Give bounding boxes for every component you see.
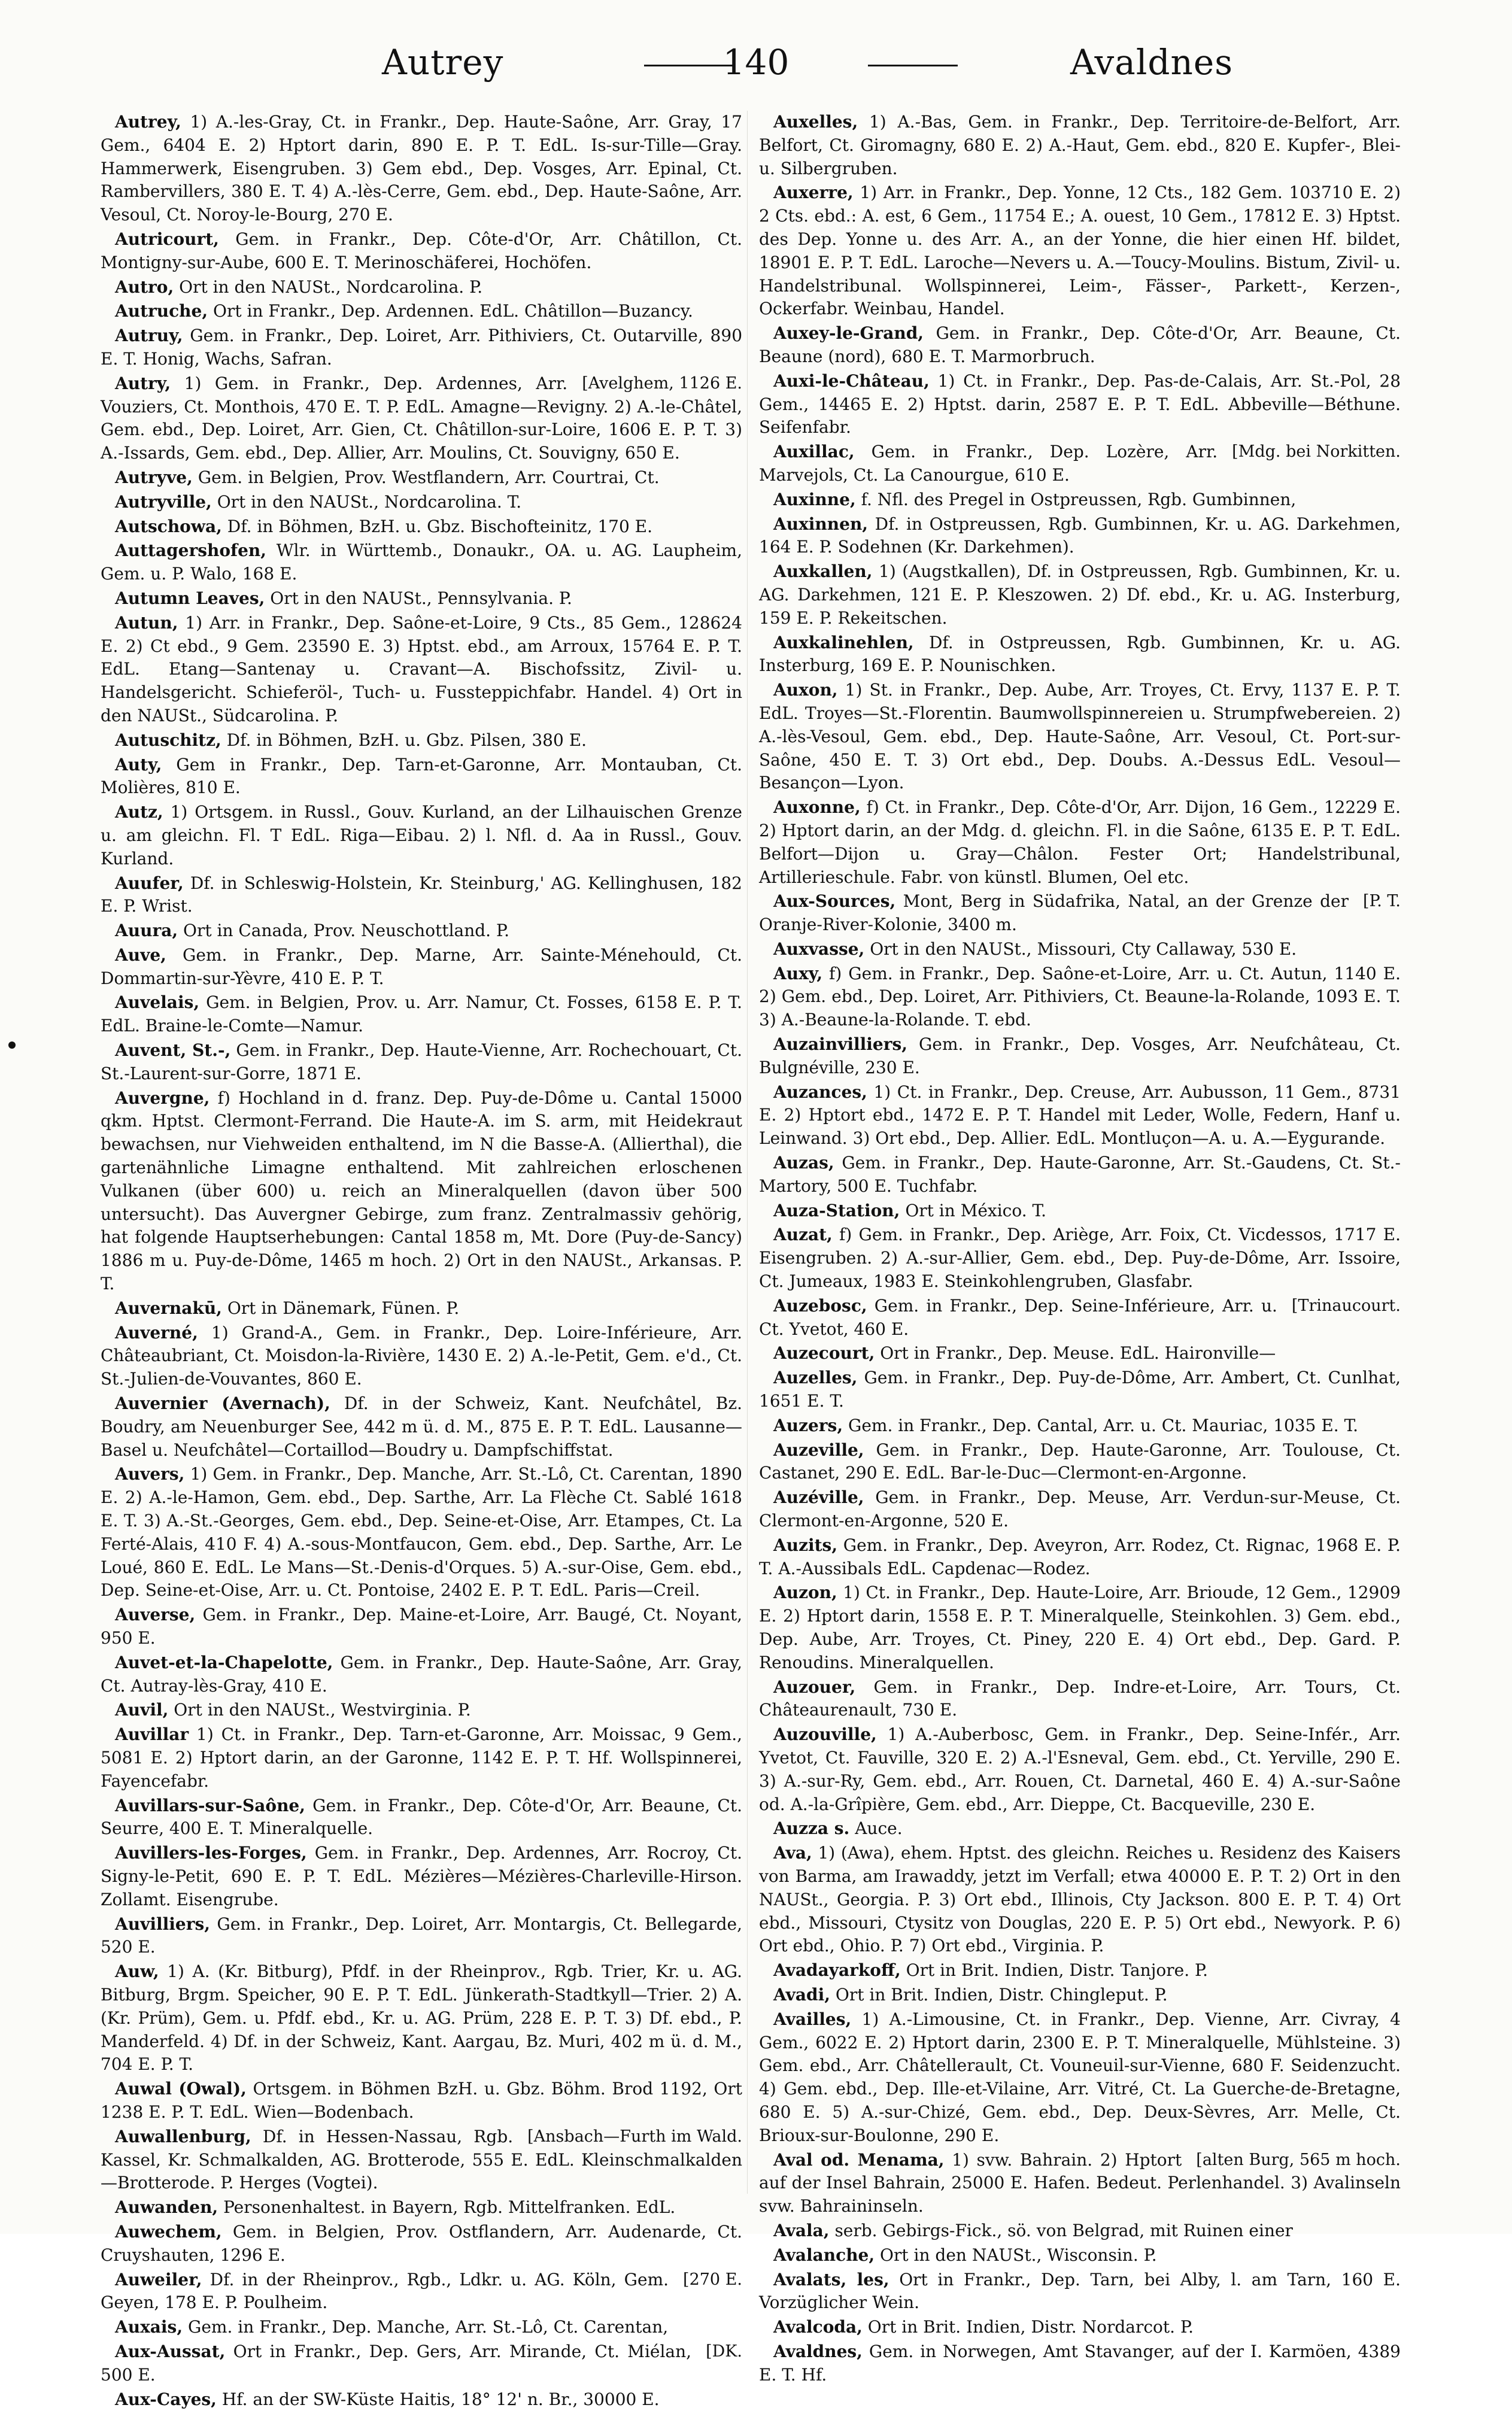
entry-headword: Auxkalinehlen, xyxy=(773,633,914,652)
entry-headword: Auura, xyxy=(115,921,178,940)
dictionary-entry xyxy=(759,1984,1401,2007)
dictionary-entry xyxy=(101,2221,742,2267)
dictionary-entry xyxy=(759,2269,1401,2315)
dictionary-entry xyxy=(759,1223,1401,1293)
left-column xyxy=(101,111,742,2212)
entry-headword: Auxvasse, xyxy=(773,939,864,959)
dictionary-entry xyxy=(101,324,742,371)
dictionary-entry xyxy=(101,1604,742,1650)
dictionary-entry xyxy=(759,1581,1401,1674)
dictionary-entry xyxy=(101,1960,742,2076)
entry-text: Gem. in Frankr., Dep. Haute-Garonne, Arr. St.-Gaudens, Ct. St.-Martory, 500 E. Tuchfabr. xyxy=(759,1153,1401,1196)
dictionary-entry xyxy=(101,1039,742,1086)
dictionary-entry xyxy=(759,488,1401,512)
running-head-right: Avaldnes xyxy=(1070,42,1233,83)
dictionary-entry xyxy=(759,2149,1401,2218)
dictionary-entry xyxy=(101,228,742,275)
dictionary-entry xyxy=(759,1414,1401,1438)
dictionary-entry xyxy=(101,801,742,870)
entry-text: Gem. in Frankr., Dep. Haute-Garonne, Arr. Toulouse, Ct. Castanet, 290 E. EdL. Bar-le-Duc—Clermont-en-Argonne. xyxy=(759,1440,1401,1483)
entry-text: 1) A.-Auberbosc, Gem. in Frankr., Dep. Seine-Infér., Arr. Yvetot, Ct. Fauville, 320 E. 2) A.-l'Esneval, Gem. ebd., Ct. Yerville, 290 E. 3) A.-sur-Ry, Gem. ebd., Arr. Rouen, Ct. Darnetal, 460 E. 4) A.-sur-Saône od. A.-la-Grîpière, Gem. ebd., Arr. Dieppe, Ct. Bacqueville, 230 E. xyxy=(759,1724,1401,1814)
dictionary-entry xyxy=(101,754,742,800)
entry-text: 1) Arr. in Frankr., Dep. Saône-et-Loire, 9 Cts., 85 Gem., 128624 E. 2) Ct ebd., 9 Gem. 23590 E. 3) Hptst. ebd., am Arroux, 15764 E. P. T. EdL. Etang—Santenay u. Cravant—A. Bischofssitz, Zivil- u. Handelsgericht. Schieferöl-, Tuch- u. Fussteppichfabr. Handel. 4) Ort in den NAUSt., Südcarolina. P. xyxy=(101,613,742,725)
entry-headword: Autruche, xyxy=(115,301,208,321)
right-column xyxy=(759,111,1401,2212)
entry-headword: Auvillars-sur-Saône, xyxy=(115,1796,305,1815)
entry-text: Gem. in Frankr., Dep. Loiret, Arr. Montargis, Ct. Bellegarde, 520 E. xyxy=(101,1914,742,1957)
dictionary-entry xyxy=(759,1959,1401,1982)
entry-headword: Auzéville, xyxy=(773,1487,864,1507)
dictionary-entry xyxy=(759,2244,1401,2267)
entry-text: 1) Ortsgem. in Russl., Gouv. Kurland, an der Lilhauischen Grenze u. am gleichn. Fl. T EdL. Riga—Eibau. 2) l. Nfl. d. Aa in Russl., Gouv. Kurland. xyxy=(101,802,742,869)
dictionary-entry xyxy=(759,1676,1401,1723)
entry-headword: Auvergne, xyxy=(115,1088,210,1108)
dictionary-entry xyxy=(101,539,742,586)
dictionary-entry xyxy=(101,2388,742,2411)
entry-headword: Auvernakū, xyxy=(115,1298,222,1318)
entry-headword: Auwallenburg, xyxy=(115,2127,251,2146)
entry-text: Ort in den NAUSt., Nordcarolina. P. xyxy=(179,277,482,297)
entry-headword: Autrey, xyxy=(115,112,181,132)
entry-text: Ort in Frankr., Dep. Meuse. EdL. Haironville— xyxy=(880,1343,1276,1363)
entry-headword: Avadi, xyxy=(773,1985,830,2005)
dictionary-entry xyxy=(759,1295,1401,1341)
entry-text: 1) Gem. in Frankr., Dep. Manche, Arr. St.-Lô, Ct. Carentan, 1890 E. 2) A.-le-Hamon, Gem. ebd., Dep. Sarthe, Arr. La Flèche Ct. Sablé 1618 E. T. 3) A.-St.-Georges, Gem. ebd., Dep. Seine-et-Oise, Arr. Etampes, Ct. La Ferté-Alais, 410 F. 4) A.-sous-Montfaucon, Gem. ebd., Dep. Sarthe, Arr. Le Loué, 860 E. EdL. Le Mans—St.-Denis-d'Orques. 5) A.-sur-Oise, Gem. ebd., Dep. Seine-et-Oise, Arr. u. Ct. Pontoise, 2402 E. P. T. EdL. Paris—Creil. xyxy=(101,1464,742,1600)
dictionary-entry xyxy=(101,372,742,465)
entry-text: 1) Grand-A., Gem. in Frankr., Dep. Loire-Inférieure, Arr. Châteaubriant, Ct. Moisdon-la-Rivière, 1430 E. 2) A.-le-Petit, Gem. e'd., Ct. St.-Julien-de-Vouvantes, 860 E. xyxy=(101,1323,742,1389)
dictionary-entry xyxy=(101,276,742,299)
entry-headword: Auvilliers, xyxy=(115,1914,210,1934)
entry-text: Ort in Brit. Indien, Distr. Tanjore. P. xyxy=(906,1960,1208,1980)
dictionary-entry xyxy=(101,1322,742,1391)
dictionary-entry xyxy=(759,1817,1401,1841)
entry-text: 1) A.-les-Gray, Ct. in Frankr., Dep. Haute-Saône, Arr. Gray, 17 Gem., 6404 E. 2) Hptort darin, 890 E. P. T. EdL. Is-sur-Tille—Gray. Hammerwerk, Eisengruben. 3) Gem ebd., Dep. Vosges, Arr. Epinal, Ct. Rambervillers, 380 E. T. 4) A.-lès-Cerre, Gem. ebd., Dep. Haute-Saône, Arr. Vesoul, Ct. Noroy-le-Bourg, 270 E. xyxy=(101,112,742,224)
entry-text: Df. in Ostpreussen, Rgb. Gumbinnen, Kr. u. AG. Insterburg, 169 E. P. Nounischken. xyxy=(759,633,1401,676)
dictionary-entry xyxy=(101,729,742,752)
entry-text: Gem. in Frankr., Dep. Vosges, Arr. Neufchâteau, Ct. Bulgnéville, 230 E. xyxy=(759,1034,1401,1077)
entry-headword: Auzon, xyxy=(773,1583,837,1602)
entry-text: Ort in den NAUSt., Missouri, Cty Callaway, 530 E. xyxy=(870,939,1297,959)
entry-headword: Auvillers-les-Forges, xyxy=(115,1843,307,1863)
entry-headword: Auvent, St.-, xyxy=(115,1040,230,1060)
dictionary-entry xyxy=(101,1699,742,1722)
entry-headword: Autschowa, xyxy=(115,517,222,536)
entry-headword: Auzecourt, xyxy=(773,1343,875,1363)
entry-text: Ort in Brit. Indien, Distr. Chingleput. P. xyxy=(836,1985,1168,2005)
dictionary-entry xyxy=(759,1081,1401,1150)
entry-text: 1) svw. Bahrain. 2) Hptort auf der Insel Bahrain, 25000 E. Hafen. Bedeut. Perlenhandel. 3) Avalinseln svw. Bahraininseln. xyxy=(759,2150,1401,2216)
entry-headword: Auxy, xyxy=(773,964,822,983)
dictionary-entry xyxy=(759,2008,1401,2148)
dictionary-entry xyxy=(101,2125,742,2195)
entry-headword: Auzelles, xyxy=(773,1368,857,1387)
entry-text: 1) A.-Limousine, Ct. in Frankr., Dep. Vienne, Arr. Civray, 4 Gem., 6022 E. 2) Hptort darin, 2300 E. P. T. Mineralquelle, Mühlsteine. 3) Gem. ebd., Arr. Châtellerault, Ct. Vouneuil-sur-Vienne, 680 F. Seidenzucht. 4) Gem. ebd., Dep. Ille-et-Vilaine, Arr. Vitré, Ct. La Guerche-de-Bretagne, 680 E. 5) A.-sur-Chizé, Gem. ebd., Dep. Deux-Sèvres, Arr. Melle, Ct. Brioux-sur-Boulonne, 290 E. xyxy=(759,2009,1401,2145)
entry-text: Ort in Brit. Indien, Distr. Nordarcot. P. xyxy=(868,2317,1194,2337)
entry-text: Gem. in Frankr., Dep. Côte-d'Or, Arr. Beaune, Ct. Beaune (nord), 680 E. T. Marmorbruch. xyxy=(759,323,1401,366)
dictionary-entry xyxy=(759,1723,1401,1816)
entry-headword: Aux-Aussat, xyxy=(115,2342,225,2361)
entry-headword: Auzits, xyxy=(773,1535,837,1555)
entry-headword: Auzouer, xyxy=(773,1677,855,1697)
dictionary-entry xyxy=(101,1651,742,1698)
entry-headword: Aux-Sources, xyxy=(773,891,895,911)
entry-text: Ort in Frankr., Dep. Tarn, bei Alby, l. am Tarn, 160 E. Vorzüglicher Wein. xyxy=(759,2270,1401,2313)
entry-text: Ort in Frankr., Dep. Gers, Arr. Mirande, Ct. Miélan, 500 E. xyxy=(101,2342,691,2385)
entry-text: 1) A. (Kr. Bitburg), Pfdf. in der Rheinprov., Rgb. Trier, Kr. u. AG. Bitburg, Brgm. Speicher, 90 E. P. T. EdL. Jünkerath-Stadtkyll—Trier. 2) A. (Kr. Prüm), Gem. u. Pfdf. ebd., Kr. u. AG. Prüm, 228 E. P. T. 3) Df. ebd., P. Manderfeld. 4) Df. in der Schweiz, Kant. Aargau, Bz. Muri, 402 m ü. d. M., 704 E. P. T. xyxy=(101,1961,742,2074)
entry-headword: Auty, xyxy=(115,755,162,775)
entry-headword: Auzas, xyxy=(773,1153,834,1173)
entry-text: 1) Ct. in Frankr., Dep. Haute-Loire, Arr. Brioude, 12 Gem., 12909 E. 2) Hptort darin, 1558 E. P. T. Mineralquelle, Steinkohlen. 3) Gem. ebd., Dep. Aube, Arr. Troyes, Ct. Piney, 220 E. 4) Ort ebd., Dep. Gard. P. Renoudins. Mineralquellen. xyxy=(759,1583,1401,1672)
dictionary-entry xyxy=(101,2078,742,2124)
dictionary-entry xyxy=(759,441,1401,487)
entry-headword: Auxelles, xyxy=(773,112,858,132)
entry-text: Df. in Schleswig-Holstein, Kr. Steinburg,' AG. Kellinghusen, 182 E. P. Wrist. xyxy=(101,873,742,916)
entry-text: Gem. in Frankr., Dep. Puy-de-Dôme, Arr. Ambert, Ct. Cunlhat, 1651 E. T. xyxy=(759,1368,1401,1411)
entry-text: Df. in Böhmen, BzH. u. Gbz. Pilsen, 380 E. xyxy=(227,730,587,750)
dictionary-entry xyxy=(759,2219,1401,2243)
dictionary-entry xyxy=(759,111,1401,180)
entry-text: Df. in Böhmen, BzH. u. Gbz. Bischofteinitz, 170 E. xyxy=(227,517,652,536)
entry-cross-reference: [Avelghem, 1126 E. xyxy=(567,372,742,396)
dictionary-entry xyxy=(759,1342,1401,1365)
margin-dot xyxy=(8,1041,16,1049)
dictionary-entry xyxy=(759,1367,1401,1413)
page-number: 140 xyxy=(101,42,1411,83)
entry-cross-reference: [270 E. xyxy=(669,2269,742,2292)
entry-headword: Auzebosc, xyxy=(773,1296,867,1316)
entry-headword: Autun, xyxy=(115,613,178,633)
dictionary-entry xyxy=(101,919,742,943)
entry-text: Gem. in Belgien, Prov. Ostflandern, Arr. Audenarde, Ct. Cruyshauten, 1296 E. xyxy=(101,2222,742,2265)
entry-headword: Autruy, xyxy=(115,326,183,345)
entry-headword: Auverse, xyxy=(115,1605,195,1624)
entry-text: Gem. in Frankr., Dep. Haute-Vienne, Arr. Rochechouart, Ct. St.-Laurent-sur-Gorre, 1871 E. xyxy=(101,1040,742,1083)
dictionary-entry xyxy=(101,1392,742,1462)
entry-headword: Auvernier (Avernach), xyxy=(115,1393,330,1413)
entry-text: Gem. in Frankr., Dep. Loiret, Arr. Pithiviers, Ct. Outarville, 890 E. T. Honig, Wachs, Safran. xyxy=(101,326,742,369)
dictionary-entry xyxy=(101,2196,742,2219)
entry-text: Gem. in Frankr., Dep. Lozère, Arr. Marvejols, Ct. La Canourgue, 610 E. xyxy=(759,442,1218,485)
dictionary-entry xyxy=(759,1200,1401,1223)
dictionary-entry xyxy=(759,1486,1401,1533)
entry-text: Auce. xyxy=(855,1818,902,1838)
entry-text: Personenhaltest. in Bayern, Rgb. Mittelfranken. EdL. xyxy=(223,2197,675,2217)
dictionary-entry xyxy=(101,1913,742,1960)
entry-headword: Auzers, xyxy=(773,1416,843,1435)
entry-headword: Auvet-et-la-Chapelotte, xyxy=(115,1653,333,1672)
entry-text: Ort in den NAUSt., Wisconsin. P. xyxy=(880,2245,1157,2265)
entry-text: Gem. in Frankr., Dep. Meuse, Arr. Verdun-sur-Meuse, Ct. Clermont-en-Argonne, 520 E. xyxy=(759,1487,1401,1531)
entry-headword: Autry, xyxy=(115,374,171,393)
entry-headword: Auzza s. xyxy=(773,1818,849,1838)
entry-headword: Auzat, xyxy=(773,1225,833,1244)
entry-headword: Avalanche, xyxy=(773,2245,875,2265)
entry-text: Ort in den NAUSt., Westvirginia. P. xyxy=(174,1700,471,1720)
entry-headword: Aux-Cayes, xyxy=(115,2389,217,2409)
entry-text: Wlr. in Württemb., Donaukr., OA. u. AG. Laupheim, Gem. u. P. Walo, 168 E. xyxy=(101,540,742,584)
entry-text: Df. in Hessen-Nassau, Rgb. Kassel, Kr. Schmalkalden, AG. Brotterode, 555 E. EdL. Kleinschmalkalden—Brotterode. P. Herges (Vogtei). xyxy=(101,2127,742,2193)
entry-headword: Auzainvilliers, xyxy=(773,1034,907,1054)
dictionary-entry xyxy=(759,181,1401,321)
entry-text: Gem in Frankr., Dep. Tarn-et-Garonne, Arr. Montauban, Ct. Molières, 810 E. xyxy=(101,755,742,798)
dictionary-entry xyxy=(101,2316,742,2339)
dictionary-entry xyxy=(101,872,742,919)
entry-headword: Auwanden, xyxy=(115,2197,218,2217)
entry-text: Ort in Frankr., Dep. Ardennen. EdL. Châtillon—Buzancy. xyxy=(213,301,693,321)
dictionary-entry xyxy=(101,1842,742,1911)
entry-headword: Auzances, xyxy=(773,1082,867,1102)
dictionary-entry xyxy=(101,1087,742,1296)
entry-cross-reference: [P. T. xyxy=(1349,890,1401,913)
dictionary-entry xyxy=(101,1297,742,1320)
entry-headword: Auxi-le-Château, xyxy=(773,371,930,391)
dictionary-entry xyxy=(101,491,742,514)
entry-headword: Auve, xyxy=(115,945,166,965)
entry-headword: Avaldnes, xyxy=(773,2342,863,2361)
entry-text: f) Gem. in Frankr., Dep. Saône-et-Loire, Arr. u. Ct. Autun, 1140 E. 2) Gem. ebd., Dep. Loiret, Arr. Pithiviers, Ct. Beaune-la-Rolande, 1093 E. T. 3) A.-Beaune-la-Rolande. T. ebd. xyxy=(759,964,1401,1030)
entry-headword: Autro, xyxy=(115,277,174,297)
dictionary-entry xyxy=(101,300,742,323)
entry-text: Ort in den NAUSt., Nordcarolina. T. xyxy=(217,492,521,512)
entry-text: Gem. in Frankr., Dep. Indre-et-Loire, Arr. Tours, Ct. Châteaurenault, 730 E. xyxy=(759,1677,1401,1720)
dictionary-entry xyxy=(759,1439,1401,1486)
entry-text: Gem. in Belgien, Prov. u. Arr. Namur, Ct. Fosses, 6158 E. P. T. EdL. Braine-le-Comte—Namur. xyxy=(101,992,742,1036)
dictionary-entry xyxy=(759,938,1401,961)
entry-text: f) Gem. in Frankr., Dep. Ariège, Arr. Foix, Ct. Vicdessos, 1717 E. Eisengruben. 2) A.-sur-Allier, Gem. ebd., Dep. Puy-de-Dôme, Arr. Issoire, Ct. Jumeaux, 1983 E. Steinkohlengruben, Glasfabr. xyxy=(759,1225,1401,1291)
dictionary-entry xyxy=(759,560,1401,630)
entry-headword: Avadayarkoff, xyxy=(773,1960,901,1980)
entry-text: Gem. in Frankr., Dep. Côte-d'Or, Arr. Beaune, Ct. Seurre, 400 E. T. Mineralquelle. xyxy=(101,1796,742,1839)
running-head-left: Autrey xyxy=(382,42,503,83)
entry-headword: Auxon, xyxy=(773,680,838,700)
entry-headword: Autz, xyxy=(115,802,163,822)
dictionary-entry xyxy=(101,1723,742,1793)
entry-headword: Auvelais, xyxy=(115,992,199,1012)
entry-text: Gem. in Frankr., Dep. Maine-et-Loire, Arr. Baugé, Ct. Noyant, 950 E. xyxy=(101,1605,742,1648)
dictionary-entry xyxy=(759,322,1401,369)
entry-headword: Auxerre, xyxy=(773,183,854,202)
entry-cross-reference: [DK. xyxy=(691,2340,742,2364)
dictionary-entry xyxy=(101,1794,742,1841)
dictionary-entry xyxy=(101,111,742,227)
dictionary-entry xyxy=(759,513,1401,560)
entry-text: Ort in México. T. xyxy=(905,1201,1046,1220)
entry-headword: Ava, xyxy=(773,1843,812,1863)
dictionary-entry xyxy=(101,515,742,539)
entry-headword: Autricourt, xyxy=(115,229,219,249)
entry-text: Gem. in Frankr., Dep. Cantal, Arr. u. Ct. Mauriac, 1035 E. T. xyxy=(848,1416,1358,1435)
entry-headword: Auwal (Owal), xyxy=(115,2079,247,2099)
header-dash-right xyxy=(868,65,958,66)
entry-text: 1) (Augstkallen), Df. in Ostpreussen, Rgb. Gumbinnen, Kr. u. AG. Darkehmen, 121 E. P. Kleszowen. 2) Df. ebd., Kr. u. AG. Insterburg, 159 E. P. Rekeitschen. xyxy=(759,561,1401,628)
entry-text: Gem. in Frankr., Dep. Seine-Inférieure, Arr. u. Ct. Yvetot, 460 E. xyxy=(759,1296,1277,1339)
entry-text: Df. in der Rheinprov., Rgb., Ldkr. u. AG. Köln, Gem. Geyen, 178 E. P. Poulheim. xyxy=(101,2270,669,2313)
entry-cross-reference: [Trinaucourt. xyxy=(1277,1295,1401,1318)
entry-headword: Aval od. Menama, xyxy=(773,2150,944,2170)
dictionary-entry xyxy=(759,890,1401,937)
entry-text: Gem. in Frankr., Dep. Côte-d'Or, Arr. Châtillon, Ct. Montigny-sur-Aube, 600 E. T. Merinoschäferei, Hochöfen. xyxy=(101,229,742,272)
entry-text: Gem. in Frankr., Dep. Aveyron, Arr. Rodez, Ct. Rignac, 1968 E. P. T. A.-Aussibals EdL. Capdenac—Rodez. xyxy=(759,1535,1401,1578)
dictionary-entry xyxy=(101,2340,742,2387)
entry-text: serb. Gebirgs-Fick., sö. von Belgrad, mit Ruinen einer xyxy=(834,2221,1293,2240)
entry-headword: Auxonne, xyxy=(773,797,861,817)
entry-headword: Auxais, xyxy=(115,2317,183,2337)
entry-headword: Auufer, xyxy=(115,873,184,893)
dictionary-entry xyxy=(759,370,1401,439)
entry-text: 1) Ct. in Frankr., Dep. Tarn-et-Garonne, Arr. Moissac, 9 Gem., 5081 E. 2) Hptort darin, an der Garonne, 1142 E. P. T. Hf. Wollspinnerei, Fayencefabr. xyxy=(101,1724,742,1791)
entry-cross-reference: [alten Burg, 565 m hoch. xyxy=(1182,2149,1401,2172)
entry-headword: Auvillar xyxy=(115,1724,189,1744)
entry-headword: Avala, xyxy=(773,2221,830,2240)
entry-text: f) Ct. in Frankr., Dep. Côte-d'Or, Arr. Dijon, 16 Gem., 12229 E. 2) Hptort darin, an der Mdg. d. gleichn. Fl. in die Saône, 6135 E. P. T. EdL. Belfort—Dijon u. Gray—Châlon. Fester Ort; Handelstribunal, Artillerieschule. Fabr. von künstl. Blumen, Oel etc. xyxy=(759,797,1401,886)
entry-headword: Auxinnen, xyxy=(773,514,868,534)
entry-headword: Autryve, xyxy=(115,467,193,487)
entry-headword: Auxey-le-Grand, xyxy=(773,323,924,343)
entry-text: f) Hochland in d. franz. Dep. Puy-de-Dôme u. Cantal 15000 qkm. Hptst. Clermont-Ferrand. Die Haute-A. im S. arm, mit Heidekraut bewachsen, nur Viehweiden enthaltend, im N die Basse-A. (Allierthal), die gartenähnliche Limagne enthaltend. Mit zahlreichen erloschenen Vulkanen (über 600) u. reich an Mineralquellen (davon über 500 untersucht). Das Auvergner Gebirge, zum franz. Zentralmassiv gehörig, hat folgende Hauptserhebungen: Cantal 1858 m, Mt. Dore (Puy-de-Sancy) 1886 m u. Puy-de-Dôme, 1465 m hoch. 2) Ort in den NAUSt., Arkansas. P. T. xyxy=(101,1088,742,1293)
entry-text: 1) A.-Bas, Gem. in Frankr., Dep. Territoire-de-Belfort, Arr. Belfort, Ct. Giromagny, 680 E. 2) A.-Haut, Gem. ebd., 820 E. Kupfer-, Blei- u. Silbergruben. xyxy=(759,112,1401,178)
dictionary-entry xyxy=(101,466,742,490)
dictionary-entry xyxy=(101,612,742,728)
dictionary-entry xyxy=(101,2269,742,2315)
entry-text: Df. in der Schweiz, Kant. Neufchâtel, Bz. Boudry, am Neuenburger See, 442 m ü. d. M., 875 E. P. T. EdL. Lausanne—Basel u. Neufchâtel—Cortaillod—Boudry u. Dampfschiffstat. xyxy=(101,1393,742,1460)
page-header xyxy=(101,42,1411,90)
entry-headword: Auxinne, xyxy=(773,490,856,509)
entry-headword: Auxillac, xyxy=(773,442,855,461)
entry-text: Hf. an der SW-Küste Haitis, 18° 12' n. Br., 30000 E. xyxy=(222,2389,660,2409)
dictionary-entry xyxy=(759,1534,1401,1581)
entry-headword: Auvers, xyxy=(115,1464,184,1484)
entry-headword: Auzouville, xyxy=(773,1724,877,1744)
dictionary-entry xyxy=(101,944,742,991)
dictionary-entry xyxy=(101,991,742,1038)
entry-headword: Avalats, les, xyxy=(773,2270,889,2289)
entry-headword: Auvil, xyxy=(115,1700,168,1720)
entry-text: Gem. in Belgien, Prov. Westflandern, Arr. Courtrai, Ct. xyxy=(198,467,660,487)
entry-headword: Availles, xyxy=(773,2009,851,2029)
dictionary-entry xyxy=(759,962,1401,1032)
entry-text: Gem. in Frankr., Dep. Ardennes, Arr. Rocroy, Ct. Signy-le-Petit, 690 E. P. T. EdL. Mézières—Mézières-Charleville-Hirson. Zollamt. Eisengrube. xyxy=(101,1843,742,1909)
entry-cross-reference: [Ansbach—Furth im Wald. xyxy=(513,2125,742,2149)
entry-text: Ort in den NAUSt., Pennsylvania. P. xyxy=(270,588,572,608)
entry-headword: Auweiler, xyxy=(115,2270,202,2289)
entry-text: 1) Ct. in Frankr., Dep. Creuse, Arr. Aubusson, 11 Gem., 8731 E. 2) Hptort ebd., 1472 E. P. T. Handel mit Leder, Wolle, Federn, Hanf u. Leinwand. 3) Ort ebd., Dep. Allier. EdL. Montluçon—A. u. A.—Eygurande. xyxy=(759,1082,1401,1149)
entry-text: 1) (Awa), ehem. Hptst. des gleichn. Reiches u. Residenz des Kaisers von Barma, am Irawaddy, jetzt im Verfall; etwa 40000 E. P. T. 2) Ort in den NAUSt., Georgia. P. 3) Ort ebd., Illinois, Cty Jackson. 800 E. P. T. 4) Ort ebd., Missouri, Ctysitz von Douglas, 220 E. P. 5) Ort ebd., Newyork. P. 6) Ort ebd., Ohio. P. 7) Ort ebd., Virginia. P. xyxy=(759,1843,1401,1955)
entry-text: Gem. in Norwegen, Amt Stavanger, auf der I. Karmöen, 4389 E. T. Hf. xyxy=(759,2342,1401,2385)
dictionary-entry xyxy=(759,679,1401,795)
dictionary-entry xyxy=(759,1152,1401,1198)
entry-headword: Auzeville, xyxy=(773,1440,864,1460)
entry-text: 1) St. in Frankr., Dep. Aube, Arr. Troyes, Ct. Ervy, 1137 E. P. T. EdL. Troyes—St.-Florentin. Baumwollspinnereien u. Strumpfwebereien. 2) A.-lès-Vesoul, Gem. ebd., Dep. Haute-Saône, Arr. Vesoul, Ct. Port-sur-Saône, 450 E. T. 3) Ort ebd., Dep. Doubs. A.-Dessus EdL. Vesoul—Besançon—Lyon. xyxy=(759,680,1401,792)
entry-text: 1) Arr. in Frankr., Dep. Yonne, 12 Cts., 182 Gem. 103710 E. 2) 2 Cts. ebd.: A. est, 6 Gem., 11754 E.; A. ouest, 10 Gem., 17812 E. 3) Hptst. des Dep. Yonne u. des Arr. A., an der Yonne, die hier einen Hf. bildet, 18901 E. P. T. EdL. Laroche—Nevers u. A.—Toucy-Moulins. Bistum, Zivil- u. Handelstribunal. Wollspinnerei, Leim-, Fässer-, Parkett-, Kerzen-, Ockerfabr. Weinbau, Handel. xyxy=(759,183,1401,318)
dictionary-entry xyxy=(759,631,1401,678)
entry-headword: Auttagershofen, xyxy=(115,540,266,560)
entry-text: Ort in Dänemark, Fünen. P. xyxy=(227,1298,460,1318)
dictionary-entry xyxy=(759,1842,1401,1958)
entry-headword: Auza-Station, xyxy=(773,1201,900,1220)
entry-headword: Auw, xyxy=(115,1961,159,1981)
entry-text: f. Nfl. des Pregel in Ostpreussen, Rgb. Gumbinnen, xyxy=(861,490,1297,509)
entry-headword: Autumn Leaves, xyxy=(115,588,265,608)
entry-headword: Auverné, xyxy=(115,1323,198,1343)
entry-text: Ortsgem. in Böhmen BzH. u. Gbz. Böhm. Brod 1192, Ort 1238 E. P. T. EdL. Wien—Bodenbach. xyxy=(101,2079,742,2122)
dictionary-entry xyxy=(759,796,1401,889)
entry-text: Ort in Canada, Prov. Neuschottland. P. xyxy=(183,921,509,940)
entry-text: Mont, Berg in Südafrika, Natal, an der Grenze der Oranje-River-Kolonie, 3400 m. xyxy=(759,891,1349,934)
entry-text: Gem. in Frankr., Dep. Marne, Arr. Sainte-Ménehould, Ct. Dommartin-sur-Yèvre, 410 E. P. T. xyxy=(101,945,742,988)
entry-text: 1) Gem. in Frankr., Dep. Ardennes, Arr. Vouziers, Ct. Monthois, 470 E. T. P. EdL. Amagne—Revigny. 2) A.-le-Châtel, Gem. ebd., Dep. Loiret, Arr. Gien, Ct. Châtillon-sur-Loire, 1606 E. P. T. 3) A.-Issards, Gem. ebd., Dep. Allier, Arr. Moulins, Ct. Souvigny, 650 E. xyxy=(101,374,742,463)
entry-text: Gem. in Frankr., Dep. Manche, Arr. St.-Lô, Ct. Carentan, xyxy=(188,2317,668,2337)
entry-headword: Avalcoda, xyxy=(773,2317,863,2337)
entry-headword: Autuschitz, xyxy=(115,730,221,750)
column-divider xyxy=(747,111,748,2194)
entry-text: Df. in Ostpreussen, Rgb. Gumbinnen, Kr. u. AG. Darkehmen, 164 E. P. Sodehnen (Kr. Darkehmen). xyxy=(759,514,1401,557)
entry-cross-reference: [Mdg. bei Norkitten. xyxy=(1218,441,1401,464)
entry-headword: Autryville, xyxy=(115,492,212,512)
entry-text: Gem. in Frankr., Dep. Haute-Saône, Arr. Gray, Ct. Autray-lès-Gray, 410 E. xyxy=(101,1653,742,1696)
entry-headword: Auwechem, xyxy=(115,2222,222,2242)
dictionary-entry xyxy=(759,1033,1401,1080)
entry-headword: Auxkallen, xyxy=(773,561,873,581)
dictionary-entry xyxy=(101,587,742,611)
dictionary-entry xyxy=(759,2340,1401,2387)
dictionary-entry xyxy=(759,2316,1401,2339)
entry-text: 1) Ct. in Frankr., Dep. Pas-de-Calais, Arr. St.-Pol, 28 Gem., 14465 E. 2) Hptst. darin, 2587 E. P. T. EdL. Abbeville—Béthune. Seifenfabr. xyxy=(759,371,1401,438)
dictionary-entry xyxy=(101,1463,742,1602)
